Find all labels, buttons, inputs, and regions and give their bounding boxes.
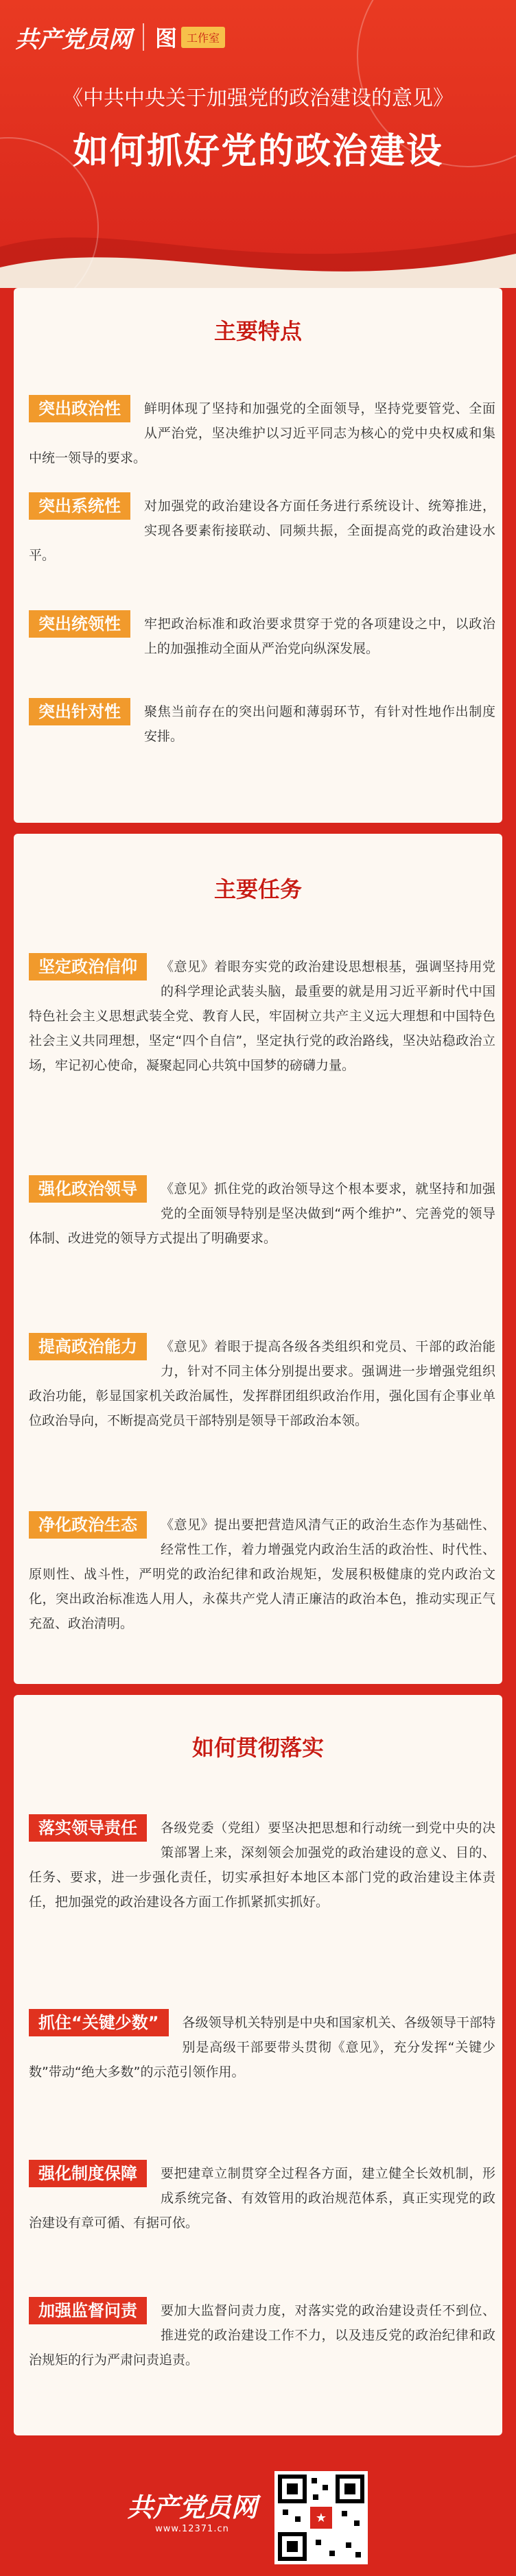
list-item	[29, 1513, 495, 1636]
footer-logo-text: 共产党员网	[127, 2492, 258, 2523]
item-label: 突出政治性	[29, 395, 130, 422]
item-label: 突出针对性	[29, 698, 130, 725]
header-banner	[0, 0, 516, 288]
item-text: 《意见》提出要把营造风清气正的政治生态作为基础性、经常性工作，着力增强党内政治生活的政治性、时代性、原则性、战斗性，严明党的政治纪律和政治规矩，发展积极健康的党内政治文化，突出政治标准选人用人，永葆共产党人清正廉洁的政治本色，推动实现正气充盈、政治清明。	[29, 1517, 495, 1631]
item-label: 突出系统性	[29, 492, 130, 520]
list-item	[29, 954, 495, 1078]
item-label: 加强监督问责	[29, 2297, 147, 2324]
item-text: 牢把政治标准和政治要求贯穿于党的各项建设之中，以政治上的加强推动全面从严治党向纵深发展。	[144, 616, 495, 656]
list-item	[29, 699, 495, 749]
studio-logo-tag: 工作室	[181, 27, 225, 48]
qr-code-icon	[274, 2471, 368, 2564]
footer-logo[interactable]	[127, 2486, 257, 2534]
item-label: 强化制度保障	[29, 2160, 147, 2187]
item-text: 要加大监督问责力度，对落实党的政治建设责任不到位、推进党的政治建设工作不力，以及违反党的政治纪律和政治规矩的行为严肃问责追责。	[29, 2303, 495, 2368]
section-title: 主要任务	[213, 876, 302, 902]
item-label: 抓住“关键少数”	[29, 2009, 169, 2036]
section-title: 主要特点	[213, 318, 302, 344]
svg-text:★: ★	[315, 2511, 327, 2525]
list-item	[29, 2010, 495, 2084]
item-text: 各级领导机关特别是中央和国家机关、各级领导干部特别是高级干部要带头贯彻《意见》，充分发挥“关键少数”带动“绝大多数”的示范引领作用。	[29, 2015, 495, 2080]
section-panel-implementation	[14, 1695, 502, 2435]
item-text: 要把建章立制贯穿全过程各方面，建立健全长效机制，形成系统完备、有效管用的政治规范体系，真正实现党的政治建设有章可循、有据可依。	[29, 2166, 495, 2230]
footer-url[interactable]: www.12371.cn	[155, 2524, 229, 2534]
section-panel-features	[14, 288, 502, 823]
studio-logo-mark: 图	[155, 25, 178, 51]
list-item	[29, 1334, 495, 1433]
list-item	[29, 612, 495, 661]
item-label: 净化政治生态	[29, 1511, 147, 1539]
section-title: 如何贯彻落实	[191, 1735, 324, 1761]
item-label: 提高政治能力	[29, 1333, 147, 1360]
item-label: 强化政治领导	[29, 1175, 147, 1203]
page-title: 如何抓好党的政治建设	[72, 131, 443, 172]
site-logo[interactable]: 共产党员网	[15, 25, 132, 53]
page-subtitle: 《中共中央关于加强党的政治建设的意见》	[62, 86, 454, 110]
item-text: 对加强党的政治建设各方面任务进行系统设计、统筹推进，实现各要素衔接联动、同频共振，全面提高党的政治建设水平。	[29, 498, 495, 563]
list-item	[29, 1177, 495, 1251]
logo-divider	[143, 23, 144, 51]
section-panel-tasks	[14, 834, 502, 1684]
qr-code-image	[274, 2471, 368, 2564]
header-logos	[15, 15, 225, 59]
item-label: 落实领导责任	[29, 1814, 147, 1842]
item-text: 《意见》着眼夯实党的政治建设思想根基，强调坚持用党的科学理论武装头脑，最重要的就是用习近平新时代中国特色社会主义思想武装全党、教育人民，牢固树立共产主义远大理想和中国特色社会主义共同理想，坚定“四个自信”，坚定执行党的政治路线，坚决站稳政治立场，牢记初心使命，凝聚起同心共筑中国梦的磅礴力量。	[29, 959, 495, 1073]
list-item	[29, 2161, 495, 2235]
list-item	[29, 396, 495, 470]
item-text: 各级党委（党组）要坚决把思想和行动统一到党中央的决策部署上来，深刻领会加强党的政治建设的意义、目的、任务、要求，进一步强化责任，切实承担好本地区本部门党的政治建设主体责任，把加强党的政治建设各方面工作抓紧抓实抓好。	[29, 1820, 495, 1910]
item-label: 突出统领性	[29, 610, 130, 638]
item-text: 《意见》抓住党的政治领导这个根本要求，就坚持和加强党的全面领导特别是坚决做到“两个维护”、完善党的领导体制、改进党的领导方式提出了明确要求。	[29, 1181, 495, 1246]
item-text: 鲜明体现了坚持和加强党的全面领导，坚持党要管党、全面从严治党，坚决维护以习近平同志为核心的党中央权威和集中统一领导的要求。	[29, 401, 495, 466]
item-text: 《意见》着眼于提高各级各类组织和党员、干部的政治能力，针对不同主体分别提出要求。强调进一步增强党组织政治功能，彰显国家机关政治属性，发挥群团组织政治作用，强化国有企事业单位政治导向，不断提高党员干部特别是领导干部政治本领。	[29, 1339, 495, 1428]
studio-logo	[155, 21, 225, 53]
item-text: 聚焦当前存在的突出问题和薄弱环节，有针对性地作出制度安排。	[144, 704, 495, 744]
list-item	[29, 2298, 495, 2372]
list-item	[29, 494, 495, 568]
footer	[0, 2448, 516, 2576]
item-label: 坚定政治信仰	[29, 953, 147, 980]
list-item	[29, 1816, 495, 1914]
